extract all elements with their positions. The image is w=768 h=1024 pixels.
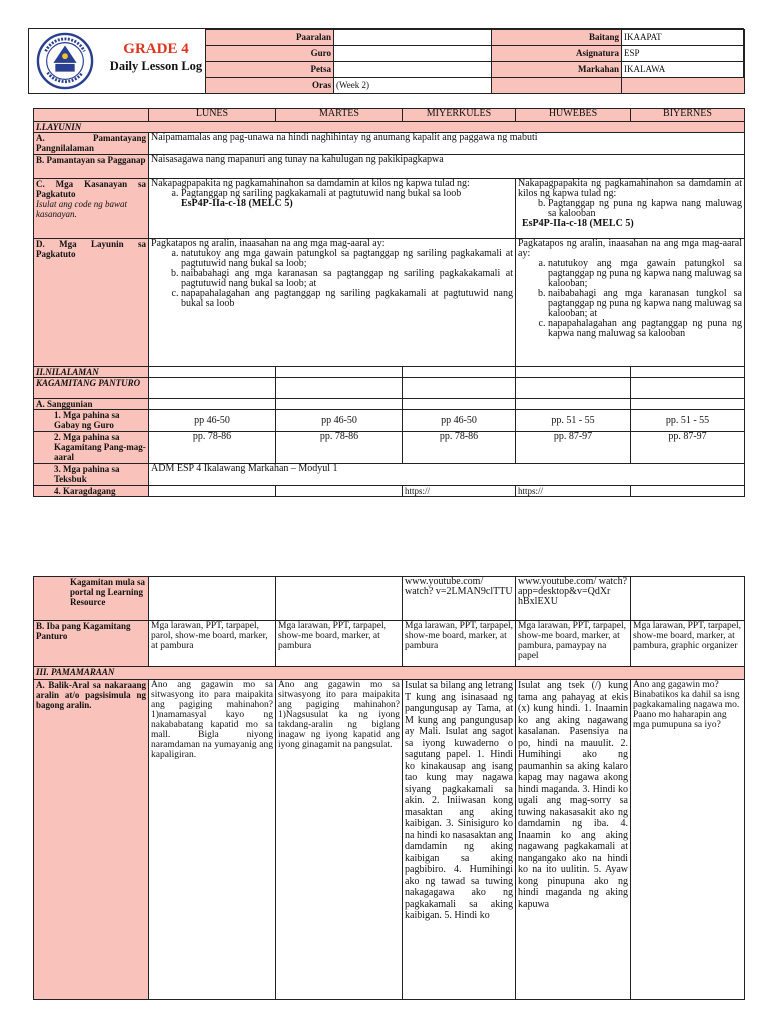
empty-cell [403,378,516,399]
label-oras: Oras [206,78,334,94]
lesson-table-page-1 [33,108,745,497]
label-asignatura: Asignatura [492,46,622,62]
balik-aral-lunes: Ano ang gagawin mo sa sitwasyong ito para maipakita ang pagiging mahinahon? 1)namamasyal kayo ng nakababatang kapatid mo sa mall. Bigla niyong naramdaman na yumayanig ang kapaligiran. [149,680,276,1000]
lr-biyernes [631,577,745,621]
label-guro: Guro [206,46,334,62]
kasanayan-left-code: EsP4P-IIa-c-18 (MELC 5) [181,198,293,209]
kasanayan-left [149,179,516,239]
balik-aral-miyerkules: Isulat sa bilang ang letrang T kung ang isinasaad ng pangungusap ay Tama, at M kung ang pangungusap ay Mali. Isulat ang sagot sa iyong kuwaderno o sagutang papel. 1. Hindi ko kinakausap ang isang tao kung may nagawa siyang pagkakamali sa akin. 2. Iniiwasan kong masaktan ang aking kaibigan. 3. Sinisiguro ko na hindi ko nasasaktan ang damdamin ng aking kaibigan sa aking pagbibiro. 4. Humihingi ako ng tawad sa tuwing nakagagawa ako ng pagkakamali sa aking kaibigan. 5. Hindi ko [403,680,516,1000]
value-guro [334,46,492,62]
pang-mag-aaral-lunes: pp. 78-86 [149,432,276,464]
value-markahan: IKALAWA [622,62,745,78]
lr-huwebes-link[interactable]: www.youtube.com/ watch? app=desktop&v=QdXr hBxlEXU [516,577,631,621]
empty-cell [631,378,745,399]
gabay-martes: pp 46-50 [276,410,403,432]
day-header-huwebes: HUWEBES [516,109,631,122]
kasanayan-right [516,179,745,239]
row-label-balik-aral: A. Balik-Aral sa nakaraang aralin at/o pagsisimula ng bagong aralin. [34,680,149,1000]
empty-cell [276,378,403,399]
dll-title: Daily Lesson Log [109,59,203,73]
iba-biyernes: Mga larawan, PPT, tarpapel, show-me board, marker, at pambura, graphic organizer [631,621,745,667]
layunin-left-item: a. natutukoy ang mga gawain patungkol sa pagtanggap ng sariling pagkakamali at pagtutuwid nang bukal sa loob; [181,249,513,269]
karagdagang-lunes [149,486,276,497]
empty-cell [149,399,276,410]
value-petsa [334,62,492,78]
karagdagang-biyernes [631,486,745,497]
layunin-right-item: c. napapahalagahan ang pagtanggap ng puna ng kapwa nang maluwag sa kalooban [548,319,742,339]
section-pamamaraan: III. PAMAMARAAN [34,667,745,680]
row-label-learning-resource [34,577,149,621]
pang-mag-aaral-martes: pp. 78-86 [276,432,403,464]
empty-cell [492,78,622,94]
label-petsa: Petsa [206,62,334,78]
kasanayan-left-item: a. Pagtanggap ng sariling pagkakamali at pagtutuwid nang bukal sa loob [181,189,513,199]
logo-area [29,29,205,93]
day-header-miyerkules: MIYERKULES [403,109,516,122]
kasanayan-right-intro: Nakapagpapakita ng pagkamahinahon sa damdamin at kilos ng kapwa tulad ng: [518,178,742,199]
day-header-martes: MARTES [276,109,403,122]
layunin-left-intro: Pagkatapos ng aralin, inaasahan na ang mga mag-aaral ay: [151,238,385,249]
row-label-gabay-ng-guro: 1. Mga pahina sa Gabay ng Guro [34,410,149,432]
value-asignatura: ESP [622,46,745,62]
lr-lunes [149,577,276,621]
dll-header [28,28,744,94]
gabay-lunes: pp 46-50 [149,410,276,432]
layunin-right [516,239,745,367]
row-label-kasanayan [34,179,149,239]
empty-cell [631,367,745,378]
row-label-pamantayang-pangnilalaman: A. Pamantayang Pangnilalaman [34,133,149,155]
section-nilalaman: II.NILALAMAN [34,367,149,378]
layunin-left [149,239,516,367]
kasanayan-right-item: b. Pagtanggap ng puna ng kapwa nang maluwag sa kalooban [548,199,742,219]
karagdagang-miyerkules[interactable]: https:// [403,486,516,497]
empty-cell [149,378,276,399]
section-kagamitang-panturo: KAGAMITANG PANTURO [34,378,149,399]
row-label-kagamitang-pang-mag-aaral: 2. Mga pahina sa Kagamitang Pang-mag-aaral [34,432,149,464]
empty-cell [622,78,745,94]
pang-mag-aaral-huwebes: pp. 87-97 [516,432,631,464]
layunin-right-intro: Pagkatapos ng aralin, inaasahan na ang mga mag-aaral ay: [518,238,742,259]
corner-cell [34,109,149,122]
label-baitang: Baitang [492,30,622,46]
gabay-biyernes: pp. 51 - 55 [631,410,745,432]
karagdagang-martes [276,486,403,497]
pamantayang-pangnilalaman-text: Naipamamalas ang pag-unawa na hindi naghihintay ng anumang kapalit ang paggawa ng mabuti [149,133,745,155]
kasanayan-label: C. Mga Kasanayan sa Pagkatuto [36,179,146,199]
value-paaralan [334,30,492,46]
grade-title: GRADE 4 [123,41,189,57]
empty-cell [403,367,516,378]
header-info-table [205,29,745,94]
gabay-huwebes: pp. 51 - 55 [516,410,631,432]
empty-cell [516,367,631,378]
lr-martes [276,577,403,621]
teksbuk-text: ADM ESP 4 Ikalawang Markahan – Modyul 1 [149,464,745,486]
pang-mag-aaral-biyernes: pp. 87-97 [631,432,745,464]
empty-cell [276,367,403,378]
iba-miyerkules: Mga larawan, PPT, tarpapel, show-me board, marker, at pambura [403,621,516,667]
layunin-left-item: c. napapahalagahan ang pagtanggap ng sariling pagkakamali at pagtutuwid nang bukal sa loob [181,289,513,309]
balik-aral-huwebes: Isulat ang tsek (/) kung tama ang pahayag at ekis (x) kung hindi. 1. Inaamin ko ang aking nagawang kasalanan. Pasensiya na po, hindi na mauulit. 2. Humihingi ako ng paumanhin sa aking kalaro kapag may nagawa akong hindi maganda. 3. Hindi ko ugali ang mag-sorry sa tuwing nakasasakit ako ng damdamin ng iba. 4. Inaamin ko ang aking nagawang pagkakamali at nangangako ako na hindi ko na ito uulitin. 5. Ayaw kong pinupuna ako ng hindi maganda ng aking kapuwa [516,680,631,1000]
empty-cell [403,399,516,410]
layunin-right-item: a. natutukoy ang mga gawain patungkol sa pagtanggap ng puna ng kapwa nang maluwag sa kalooban; [548,259,742,289]
row-label-karagdagang: 4. Karagdagang [34,486,149,497]
layunin-left-item: b. naibabahagi ang mga karanasan sa pagtanggap ng sariling pagkakakamali at pagtutuwid nang bukal sa loob; at [181,269,513,289]
row-label-pamantayan-sa-pagganap: B. Pamantayan sa Pagganap [34,155,149,179]
iba-martes: Mga larawan, PPT, tarpapel, show-me board, marker, at pambura [276,621,403,667]
lesson-table-page-2 [33,576,745,1000]
balik-aral-martes: Ano ang gagawin mo sa sitwasyong ito para maipakita ang pagiging mahinahon? 1)Nagsusulat ka ng iyong takdang-aralin ng biglang inagaw ng iyong kapatid ang iyong ginagamit na pangsulat. [276,680,403,1000]
empty-cell [149,367,276,378]
iba-lunes: Mga larawan, PPT, tarpapel, parol, show-me board, marker, at pambura [149,621,276,667]
gabay-miyerkules: pp 46-50 [403,410,516,432]
empty-cell [276,399,403,410]
empty-cell [631,399,745,410]
iba-huwebes: Mga larawan, PPT, tarpapel, show-me board, marker, at pambura, pamaypay na papel [516,621,631,667]
pamantayan-sa-pagganap-text: Naisasagawa nang mapanuri ang tunay na kahulugan ng pakikipagkapwa [149,155,745,179]
day-header-biyernes: BIYERNES [631,109,745,122]
row-label-iba-pang-kagamitang: B. Iba pang Kagamitang Panturo [34,621,149,667]
kasanayan-right-code: EsP4P-IIa-c-18 (MELC 5) [522,218,634,229]
label-paaralan: Paaralan [206,30,334,46]
lr-miyerkules-link[interactable]: www.youtube.com/ watch? v=2LMAN9clTTU [403,577,516,621]
balik-aral-biyernes: Ano ang gagawin mo? Binabatikos ka dahil sa isng pagkakamaling nagawa mo. Paano mo haharapin ang mga pumupuna sa iyo? [631,680,745,1000]
empty-cell [516,399,631,410]
pang-mag-aaral-miyerkules: pp. 78-86 [403,432,516,464]
day-header-lunes: LUNES [149,109,276,122]
kasanayan-note: Isulat ang code ng bawat kasanayan. [36,199,127,219]
empty-cell [516,378,631,399]
row-label-layunin-sa-pagkatuto: D. Mga Layunin sa Pagkatuto [34,239,149,367]
deped-seal-icon [36,32,94,90]
value-baitang: IKAAPAT [622,30,745,46]
value-oras: (Week 2) [334,78,492,94]
row-label-teksbuk: 3. Mga pahina sa Teksbuk [34,464,149,486]
learning-resource-label: Kagamitan mula sa portal ng Learning Resource [70,577,146,607]
kasanayan-left-intro: Nakapagpapakita ng pagkamahinahon sa damdamin at kilos ng kapwa tulad ng: [151,178,470,189]
section-layunin: I.LAYUNIN [34,122,745,133]
row-label-sanggunian: A. Sanggunian [34,399,149,410]
layunin-right-item: b. naibabahagi ang mga karanasan tungkol sa pagtanggap ng puna ng kapwa nang maluwag sa kalooban; at [548,289,742,319]
karagdagang-huwebes[interactable]: https:// [516,486,631,497]
label-markahan: Markahan [492,62,622,78]
